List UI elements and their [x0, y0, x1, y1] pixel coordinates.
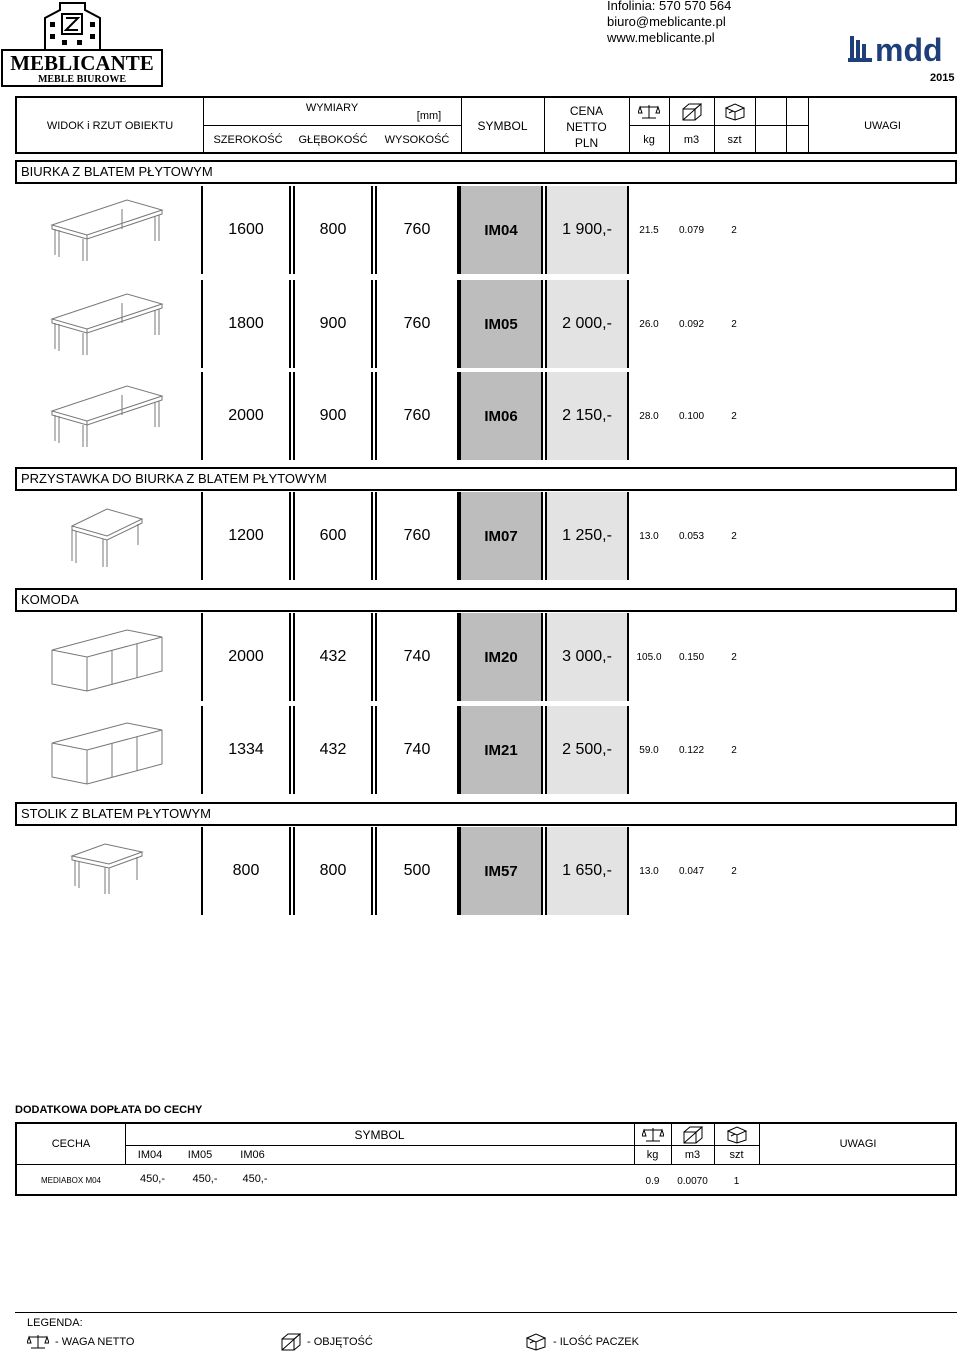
symbol-value: IM57: [459, 827, 543, 915]
desk-icon: [17, 280, 197, 368]
contact-info: [607, 0, 731, 46]
extra-row-szt: 1: [733, 1175, 740, 1187]
product-row: [15, 706, 957, 794]
product-row: [15, 827, 957, 915]
brand-sub: MEBLE BIUROWE: [37, 74, 127, 85]
legend-volume: - OBJĘTOŚĆ: [281, 1333, 373, 1351]
height-value: 740: [375, 613, 459, 701]
cube-icon: [281, 1333, 301, 1351]
m3-value: 0.092: [678, 318, 705, 330]
product-row: [15, 492, 957, 580]
year: 2015: [930, 72, 955, 84]
cube-icon: [671, 1124, 714, 1145]
extra-row-name: MEDIABOX M04: [40, 1175, 101, 1185]
extra-title: DODATKOWA DOPŁATA DO CECHY: [15, 1104, 203, 1116]
price-value: 1 900,-: [545, 186, 629, 274]
depth-value: 800: [293, 186, 373, 274]
depth-value: 432: [293, 706, 373, 794]
scale-icon: [27, 1333, 49, 1351]
mdd-logo: [848, 32, 958, 66]
col-unit: [mm]: [416, 110, 442, 122]
extra-col-m3: m3: [684, 1148, 701, 1161]
m3-value: 0.150: [678, 651, 705, 663]
price-value: 2 500,-: [545, 706, 629, 794]
szt-value: 2: [731, 224, 737, 236]
kg-value: 13.0: [639, 530, 659, 542]
kg-value: 105.0: [636, 651, 662, 663]
box-icon: [714, 1124, 759, 1145]
product-row: [15, 186, 957, 274]
kg-value: 28.0: [639, 410, 659, 422]
depth-value: 900: [293, 372, 373, 460]
price-value: 3 000,-: [545, 613, 629, 701]
col-depth: GŁĘBOKOŚĆ: [298, 134, 368, 146]
price-value: 1 650,-: [545, 827, 629, 915]
symbol-value: IM04: [459, 186, 543, 274]
symbol-value: IM21: [459, 706, 543, 794]
price-value: 1 250,-: [545, 492, 629, 580]
szt-value: 2: [731, 530, 737, 542]
col-notes: UWAGI: [864, 120, 901, 132]
height-value: 740: [375, 706, 459, 794]
extra-col-s2: IM05: [187, 1148, 213, 1161]
sideboard-icon: [17, 613, 197, 701]
kg-value: 21.5: [639, 224, 659, 236]
extra-col-szt: szt: [729, 1148, 744, 1161]
depth-value: 800: [293, 827, 373, 915]
email[interactable]: biuro@meblicante.pl: [607, 14, 726, 29]
kg-value: 13.0: [639, 865, 659, 877]
m3-value: 0.100: [678, 410, 705, 422]
szt-value: 2: [731, 651, 737, 663]
width-value: 1334: [201, 706, 291, 794]
section-title: STOLIK Z BLATEM PŁYTOWYM: [15, 802, 957, 826]
extra-col-feature: CECHA: [51, 1138, 91, 1150]
extra-row-p1: 450,-: [139, 1173, 166, 1185]
szt-value: 2: [731, 744, 737, 756]
legend-weight: - WAGA NETTO: [27, 1333, 134, 1351]
symbol-value: IM05: [459, 280, 543, 368]
extra-row-m3: 0.0070: [677, 1175, 708, 1187]
extra-col-symbol: SYMBOL: [354, 1127, 405, 1142]
desk-extension-icon: [17, 492, 197, 580]
price-value: 2 150,-: [545, 372, 629, 460]
sideboard-icon: [17, 706, 197, 794]
meblicante-logo: [0, 0, 165, 88]
scale-icon: [634, 1124, 671, 1145]
col-width: SZEROKOŚĆ: [213, 134, 283, 146]
phone: Infolinia: 570 570 564: [607, 0, 732, 13]
height-value: 760: [375, 492, 459, 580]
width-value: 1600: [201, 186, 291, 274]
col-view: WIDOK i RZUT OBIEKTU: [46, 120, 174, 132]
extra-row-p3: 450,-: [242, 1173, 268, 1185]
szt-value: 2: [731, 318, 737, 330]
legend: [15, 1312, 957, 1348]
depth-value: 900: [293, 280, 373, 368]
mdd-text: mdd: [875, 32, 943, 66]
product-row: [15, 613, 957, 701]
cube-icon: [669, 98, 714, 125]
width-value: 2000: [201, 372, 291, 460]
symbol-value: IM20: [459, 613, 543, 701]
szt-value: 2: [731, 865, 737, 877]
m3-value: 0.047: [678, 865, 705, 877]
section-title: KOMODA: [15, 588, 957, 612]
depth-value: 432: [293, 613, 373, 701]
legend-packages: - ILOŚĆ PACZEK: [525, 1333, 639, 1351]
height-value: 760: [375, 280, 459, 368]
m3-value: 0.053: [678, 530, 705, 542]
col-kg: kg: [643, 134, 655, 146]
szt-value: 2: [731, 410, 737, 422]
box-icon: [525, 1333, 547, 1351]
extra-col-notes: UWAGI: [839, 1138, 877, 1150]
col-dims: WYMIARY: [305, 102, 359, 114]
col-m3: m3: [683, 134, 700, 146]
width-value: 2000: [201, 613, 291, 701]
kg-value: 26.0: [639, 318, 659, 330]
symbol-value: IM07: [459, 492, 543, 580]
legend-title: LEGENDA:: [27, 1317, 83, 1329]
box-icon: [714, 98, 755, 125]
extra-col-s3: IM06: [240, 1148, 265, 1161]
m3-value: 0.122: [678, 744, 705, 756]
product-row: [15, 280, 957, 368]
brand-name: MEBLICANTE: [10, 51, 154, 75]
col-symbol: SYMBOL: [477, 119, 528, 133]
m3-value: 0.079: [678, 224, 705, 236]
kg-value: 59.0: [639, 744, 659, 756]
col-szt: szt: [727, 134, 742, 146]
desk-icon: [17, 372, 197, 460]
desk-icon: [17, 186, 197, 274]
col-height: WYSOKOŚĆ: [384, 134, 450, 146]
website[interactable]: www.meblicante.pl: [607, 30, 715, 45]
extra-col-s1: IM04: [137, 1148, 163, 1161]
width-value: 1200: [201, 492, 291, 580]
extra-row-p2: 450,-: [192, 1173, 218, 1185]
extra-row-kg: 0.9: [645, 1175, 660, 1187]
col-price: CENA NETTO PLN: [566, 104, 607, 150]
extra-col-kg: kg: [646, 1148, 659, 1161]
table-icon: [17, 827, 197, 915]
scale-icon: [629, 98, 669, 125]
depth-value: 600: [293, 492, 373, 580]
extra-table: [15, 1122, 957, 1196]
symbol-value: IM06: [459, 372, 543, 460]
height-value: 760: [375, 186, 459, 274]
product-row: [15, 372, 957, 460]
width-value: 800: [201, 827, 291, 915]
height-value: 760: [375, 372, 459, 460]
width-value: 1800: [201, 280, 291, 368]
table-header: [15, 96, 957, 154]
height-value: 500: [375, 827, 459, 915]
section-title: BIURKA Z BLATEM PŁYTOWYM: [15, 160, 957, 184]
price-value: 2 000,-: [545, 280, 629, 368]
section-title: PRZYSTAWKA DO BIURKA Z BLATEM PŁYTOWYM: [15, 467, 957, 491]
